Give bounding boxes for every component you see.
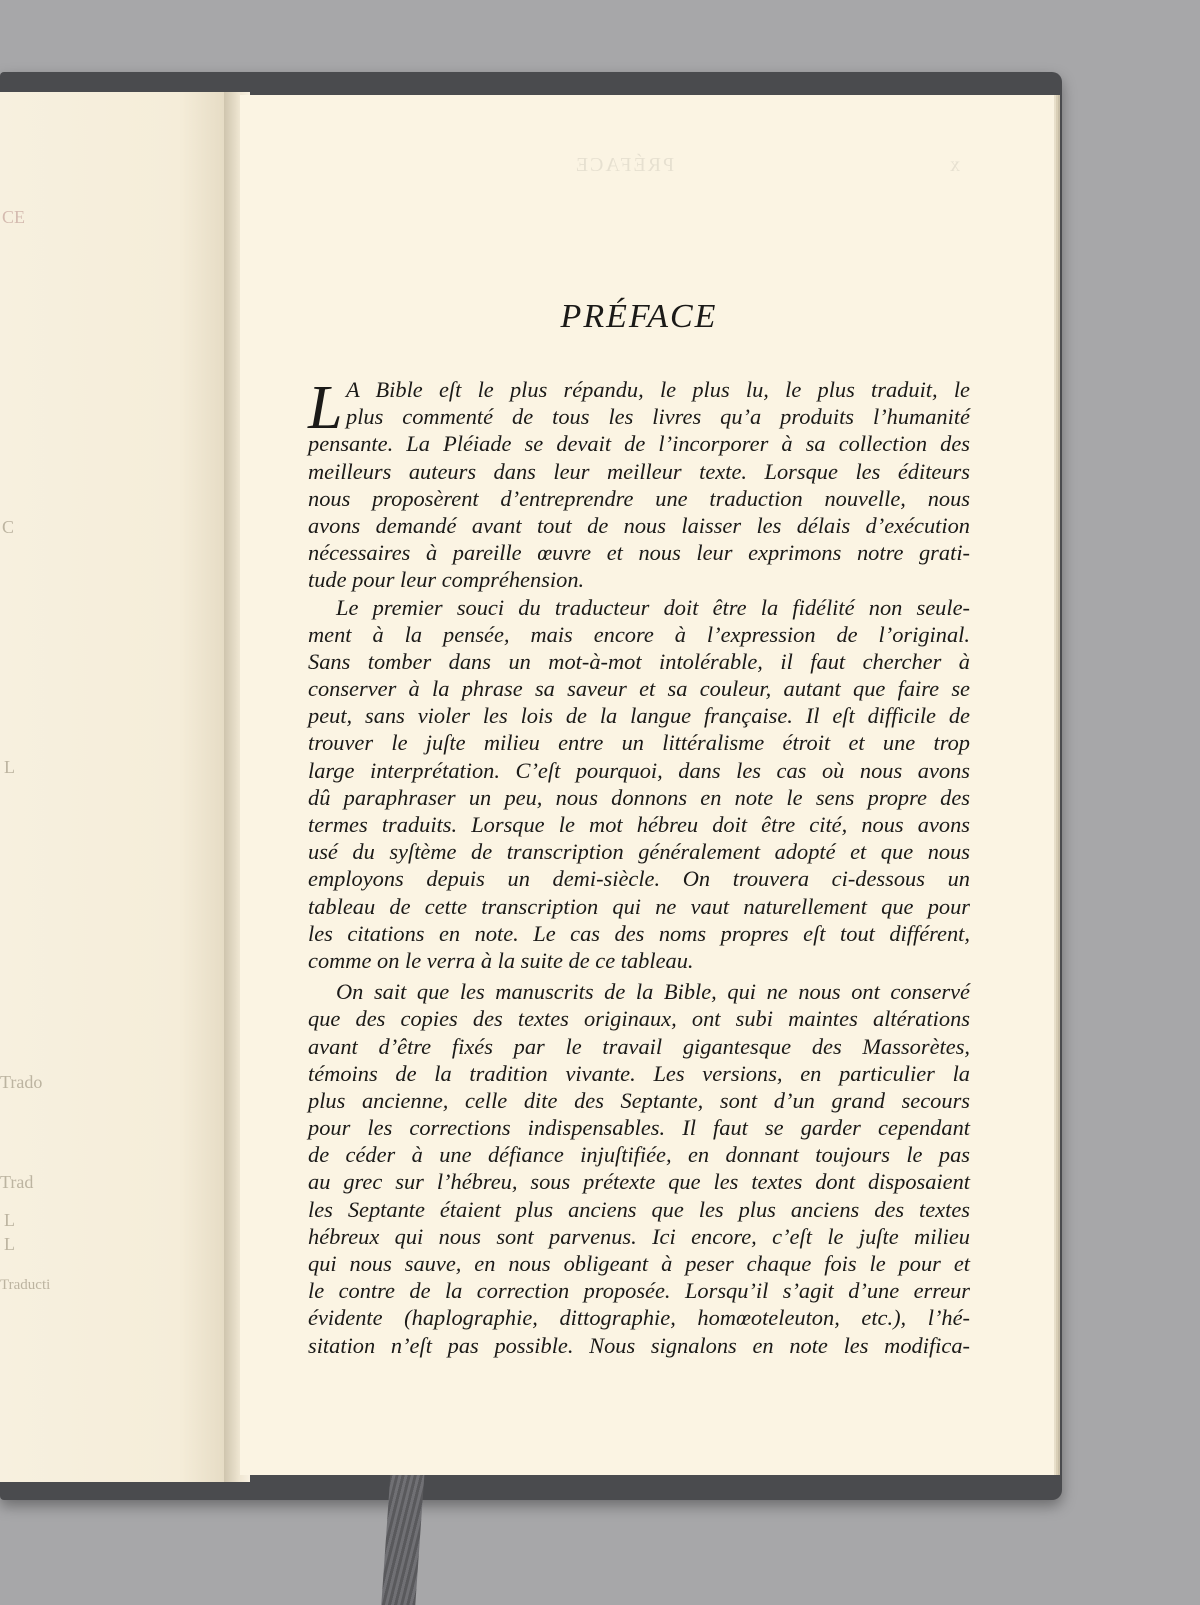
text-line: On sait que les manuscrits de la Bible, qui ne nous ont conservé (336, 979, 970, 1005)
text-line: sitation n’eſt pas possible. Nous signalons en note les modifica- (308, 1332, 970, 1358)
text-line: de céder à une défiance injuſtifiée, en donnant toujours le pas (308, 1142, 970, 1168)
paragraph (308, 978, 970, 1359)
text-line: large interprétation. C’eſt pourquoi, dans les cas où nous avons (308, 757, 970, 783)
edge-fragment: Trado (0, 1072, 43, 1092)
edge-fragment: L (4, 757, 15, 777)
show-through-running-head (300, 150, 960, 180)
left-page (0, 92, 224, 1482)
text-line: employons depuis un demi-siècle. On trouvera ci-dessous un (308, 866, 970, 892)
text-line: hébreux qui nous sont parvenus. Ici encore, c’eſt le juſte milieu (308, 1223, 970, 1249)
text-line: plus ancienne, celle dite des Septante, sont d’un grand secours (308, 1087, 970, 1113)
text-line: Sans tomber dans un mot-à-mot intolérable, il faut chercher à (308, 648, 970, 674)
drop-cap: L (308, 374, 343, 442)
text-line: plus commenté de tous les livres qu’a produits l’humanité (346, 404, 970, 430)
edge-fragment: L (4, 1234, 15, 1254)
text-line: conserver à la phrase sa saveur et sa couleur, autant que faire se (308, 676, 970, 702)
text-line: les Septante étaient plus anciens que les plus anciens des textes (308, 1196, 970, 1222)
edge-fragment: Trad (0, 1172, 34, 1192)
paragraph (308, 594, 970, 975)
text-line: qui nous sauve, en nous obligeant à peser chaque fois le pour et (308, 1251, 970, 1276)
text-line: tableau de cette transcription qui ne vaut naturellement que pour (308, 893, 970, 919)
text-line: A Bible eſt le plus répandu, le plus lu, le plus traduit, le (346, 377, 970, 402)
text-line: avons demandé avant tout de nous laisser les délais d’exécution (308, 512, 970, 538)
text-line: pensante. La Pléiade se devait de l’incorporer à sa collection des (308, 431, 970, 457)
paragraph (308, 376, 970, 594)
edge-fragment: L (4, 1210, 15, 1230)
text-line: nous proposèrent d’entreprendre une traduction nouvelle, nous (308, 485, 970, 511)
text-line: avant d’être fixés par le travail gigantesque des Massorètes, (308, 1033, 970, 1059)
text-line: évidente (haplographie, dittographie, homœoteleuton, etc.), l’hé- (308, 1305, 970, 1331)
text-line: pour les corrections indispensables. Il faut se garder cependant (308, 1115, 970, 1141)
preface-body (308, 376, 970, 1359)
text-line: meilleurs auteurs dans leur meilleur texte. Lorsque les éditeurs (308, 458, 970, 484)
text-line: peut, sans violer les lois de la langue française. Il eſt difficile de (308, 703, 970, 729)
page-title: PRÉFACE (560, 298, 718, 335)
edge-fragment: CE (2, 207, 26, 227)
edge-fragment: C (2, 517, 15, 537)
text-line: les citations en note. Le cas des noms propres eſt tout différent, (308, 920, 970, 946)
show-through-page-number: x (948, 154, 960, 176)
text-line: usé du syſtème de transcription généralement adopté et que nous (308, 839, 970, 865)
text-line: au grec sur l’hébreu, sous prétexte que les textes dont disposaient (308, 1169, 970, 1195)
text-line: ment à la pensée, mais encore à l’expression de l’original. (308, 621, 970, 647)
text-line: Le premier souci du traducteur doit être la fidélité non seule- (336, 594, 970, 620)
text-line: témoins de la tradition vivante. Les versions, en particulier la (308, 1060, 970, 1086)
edge-fragment: Traducti (0, 1277, 51, 1293)
text-line: le contre de la correction proposée. Lorsqu’il s’agit d’une erreur (308, 1278, 970, 1304)
text-line: trouver le juſte milieu entre un littéralisme étroit et une trop (308, 730, 970, 756)
text-line: comme on le verra à la suite de ce tableau. (308, 947, 694, 973)
show-through-title: PRÉFACE (573, 154, 675, 176)
text-line: que des copies des textes originaux, ont subi maintes altérations (308, 1006, 970, 1032)
text-line: nécessaires à pareille œuvre et nous leur exprimons notre grati- (308, 540, 970, 566)
text-line: dû paraphraser un peu, nous donnons en note le sens propre des (308, 784, 970, 810)
text-line: tude pour leur compréhension. (308, 567, 585, 593)
text-line: termes traduits. Lorsque le mot hébreu doit être cité, nous avons (308, 812, 970, 837)
preface-text-block (308, 298, 970, 1359)
